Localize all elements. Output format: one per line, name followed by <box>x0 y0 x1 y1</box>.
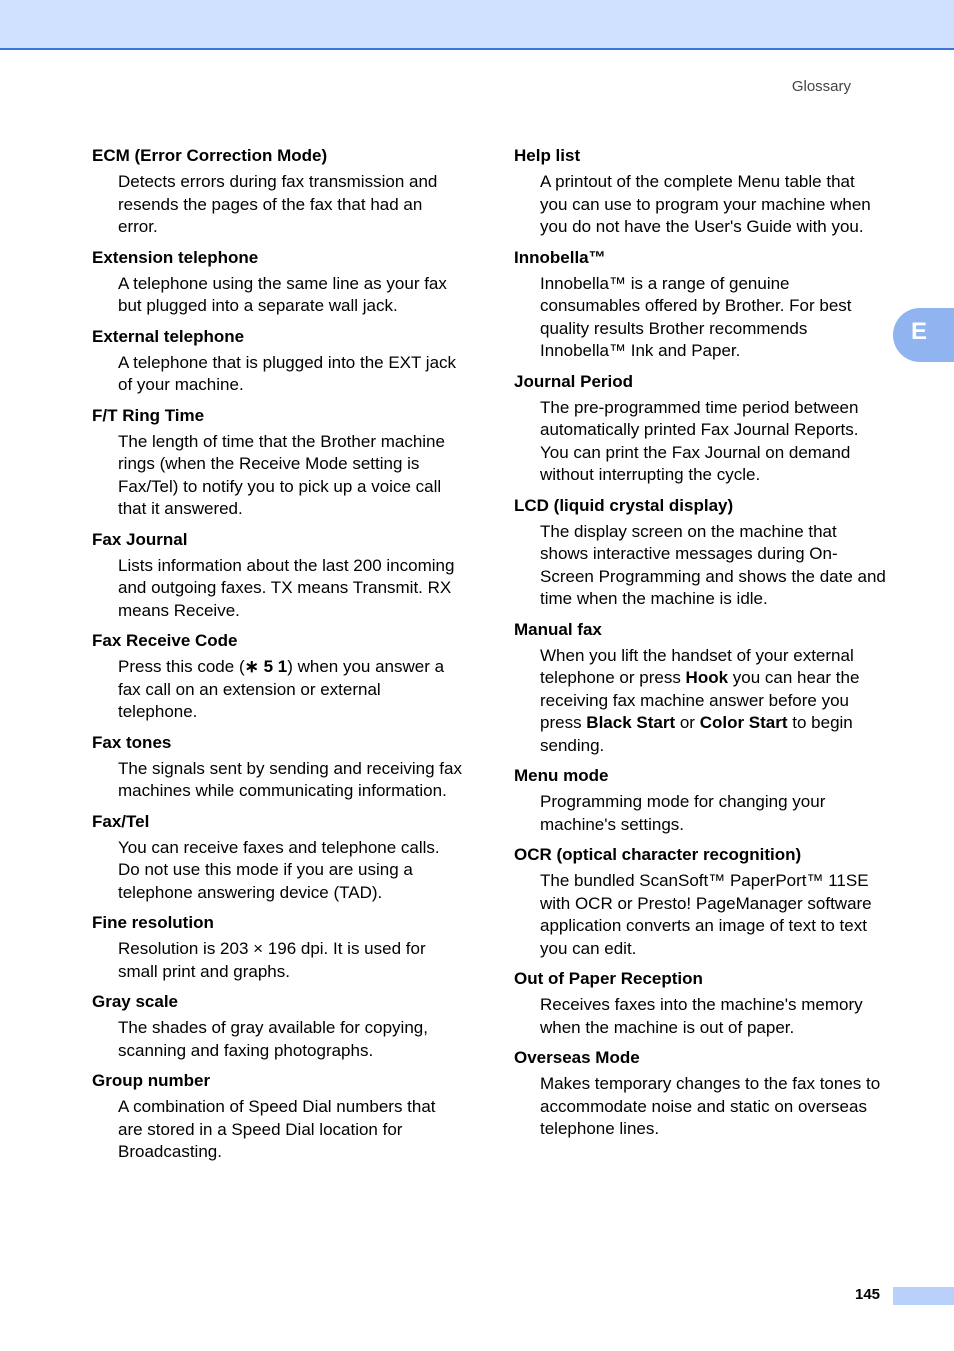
definition-text: When you lift the handset of your external telephone or press <box>540 645 854 687</box>
glossary-entry-fax-receive-code <box>92 630 464 724</box>
glossary-definition <box>92 837 464 905</box>
glossary-entry-external-telephone <box>92 326 464 397</box>
glossary-definition <box>92 555 464 623</box>
definition-text: The shades of gray available for copying, scanning and faxing photographs. <box>118 1018 428 1060</box>
glossary-definition <box>514 994 886 1039</box>
header-band <box>0 0 954 50</box>
definition-text: The length of time that the Brother machine rings (when the Receive Mode setting is Fax/Tel) to notify you to pick up a voice call that it answered. <box>118 431 445 518</box>
glossary-entry-manual-fax <box>514 619 886 758</box>
glossary-entry-fax-tones <box>92 732 464 803</box>
glossary-entry-journal-period <box>514 371 886 487</box>
glossary-entry-group-number <box>92 1070 464 1164</box>
glossary-definition <box>92 352 464 397</box>
glossary-term: Menu mode <box>514 766 609 785</box>
definition-emphasis: ∗ 5 1 <box>244 657 288 676</box>
glossary-term: Manual fax <box>514 619 602 639</box>
glossary-definition <box>92 431 464 521</box>
glossary-term: Fine resolution <box>92 913 214 932</box>
definition-text: Innobella™ is a range of genuine consumables offered by Brother. For best quality results Brother recommends Innobella™ Ink and Paper. <box>540 273 852 360</box>
glossary-entry-ecm-error-correction-mode <box>92 145 464 239</box>
chapter-tab <box>893 308 954 362</box>
glossary-entry-gray-scale <box>92 991 464 1062</box>
definition-text: or <box>675 713 700 732</box>
glossary-definition <box>514 273 886 363</box>
definition-text: Lists information about the last 200 incoming and outgoing faxes. TX means Transmit. RX means Receive. <box>118 555 455 620</box>
definition-text: The signals sent by sending and receiving fax machines while communicating information. <box>118 758 462 800</box>
glossary-definition <box>514 645 886 758</box>
glossary-entry-ocr-optical-character-recognition <box>514 844 886 960</box>
glossary-column-right <box>514 145 886 1149</box>
glossary-term: F/T Ring Time <box>92 405 205 425</box>
glossary-term: OCR (optical character recognition) <box>514 845 802 864</box>
definition-emphasis: Hook <box>685 668 729 687</box>
definition-emphasis: Black Start <box>586 713 676 732</box>
glossary-entry-out-of-paper-reception <box>514 968 886 1039</box>
glossary-definition <box>92 1017 464 1062</box>
glossary-term: Gray scale <box>92 992 179 1011</box>
glossary-entry-overseas-mode <box>514 1047 886 1141</box>
glossary-term: Extension telephone <box>92 247 259 267</box>
page-number: 145 <box>855 1286 881 1303</box>
definition-text: The bundled ScanSoft™ PaperPort™ 11SE with OCR or Presto! PageManager software application converts an image of text to text you can edit. <box>540 871 872 958</box>
page-number-bar <box>893 1287 954 1305</box>
definition-text: Makes temporary changes to the fax tones to accommodate noise and static on overseas telephone lines. <box>540 1074 881 1138</box>
glossary-term: Innobella™ <box>514 247 606 267</box>
glossary-term: Overseas Mode <box>514 1048 640 1067</box>
glossary-term: LCD (liquid crystal display) <box>514 495 734 515</box>
glossary-definition <box>92 1096 464 1164</box>
glossary-term: Out of Paper Reception <box>514 969 703 988</box>
glossary-term: Fax/Tel <box>92 811 150 831</box>
definition-text: The display screen on the machine that shows interactive messages during On-Screen Programming and shows the date and time when the machine is idle. <box>540 521 886 608</box>
glossary-entry-menu-mode <box>514 765 886 836</box>
definition-text: A telephone using the same line as your fax but plugged into a separate wall jack. <box>118 273 447 315</box>
chapter-tab-letter: E <box>911 318 928 345</box>
definition-text: A printout of the complete Menu table that you can use to program your machine when you do not have the User's Guide with you. <box>540 172 871 236</box>
definition-text: You can receive faxes and telephone calls. Do not use this mode if you are using a telephone answering device (TAD). <box>118 837 440 902</box>
glossary-entry-fax-journal <box>92 529 464 623</box>
definition-text: Press this code ( <box>118 657 245 676</box>
glossary-term: Group number <box>92 1071 211 1090</box>
glossary-definition <box>92 758 464 803</box>
glossary-definition <box>514 870 886 960</box>
section-label: Glossary <box>791 78 851 95</box>
glossary-term: Fax Receive Code <box>92 631 238 650</box>
glossary-definition <box>92 273 464 318</box>
glossary-definition <box>514 521 886 611</box>
glossary-definition <box>92 656 464 724</box>
glossary-definition <box>514 791 886 836</box>
glossary-entry-innobella <box>514 247 886 363</box>
glossary-definition <box>514 1073 886 1141</box>
definition-emphasis: Color Start <box>699 713 788 732</box>
definition-text: Programming mode for changing your machine's settings. <box>540 792 826 834</box>
definition-text: The pre-programmed time period between automatically printed Fax Journal Reports. You can print the Fax Journal on demand without interrupting the cycle. <box>540 397 859 484</box>
definition-text: to begin sending. <box>540 713 853 755</box>
glossary-definition <box>514 397 886 487</box>
glossary-term: Fax Journal <box>92 529 188 549</box>
glossary-term: External telephone <box>92 326 245 346</box>
definition-text: Detects errors during fax transmission and resends the pages of the fax that had an error. <box>118 172 438 236</box>
glossary-term: Journal Period <box>514 371 634 391</box>
definition-text: you can hear the receiving fax machine answer before you press <box>540 668 860 732</box>
glossary-term: Fax tones <box>92 732 172 752</box>
glossary-term: Help list <box>514 146 581 165</box>
definition-text: A telephone that is plugged into the EXT jack of your machine. <box>118 352 457 394</box>
glossary-entry-extension-telephone <box>92 247 464 318</box>
glossary-term: ECM (Error Correction Mode) <box>92 146 328 165</box>
definition-text: Receives faxes into the machine's memory when the machine is out of paper. <box>540 995 863 1037</box>
definition-text: Resolution is 203 × 196 dpi. It is used for small print and graphs. <box>118 939 426 981</box>
glossary-definition <box>514 171 886 239</box>
glossary-entry-help-list <box>514 145 886 239</box>
glossary-entry-f-t-ring-time <box>92 405 464 521</box>
glossary-entry-fax-tel <box>92 811 464 905</box>
glossary-entry-lcd-liquid-crystal-display <box>514 495 886 611</box>
glossary-column-left <box>92 145 464 1172</box>
definition-text: A combination of Speed Dial numbers that are stored in a Speed Dial location for Broadcasting. <box>118 1097 436 1161</box>
glossary-definition <box>92 938 464 983</box>
glossary-definition <box>92 171 464 239</box>
glossary-entry-fine-resolution <box>92 912 464 983</box>
definition-text: ) when you answer a fax call on an extension or external telephone. <box>118 657 445 721</box>
